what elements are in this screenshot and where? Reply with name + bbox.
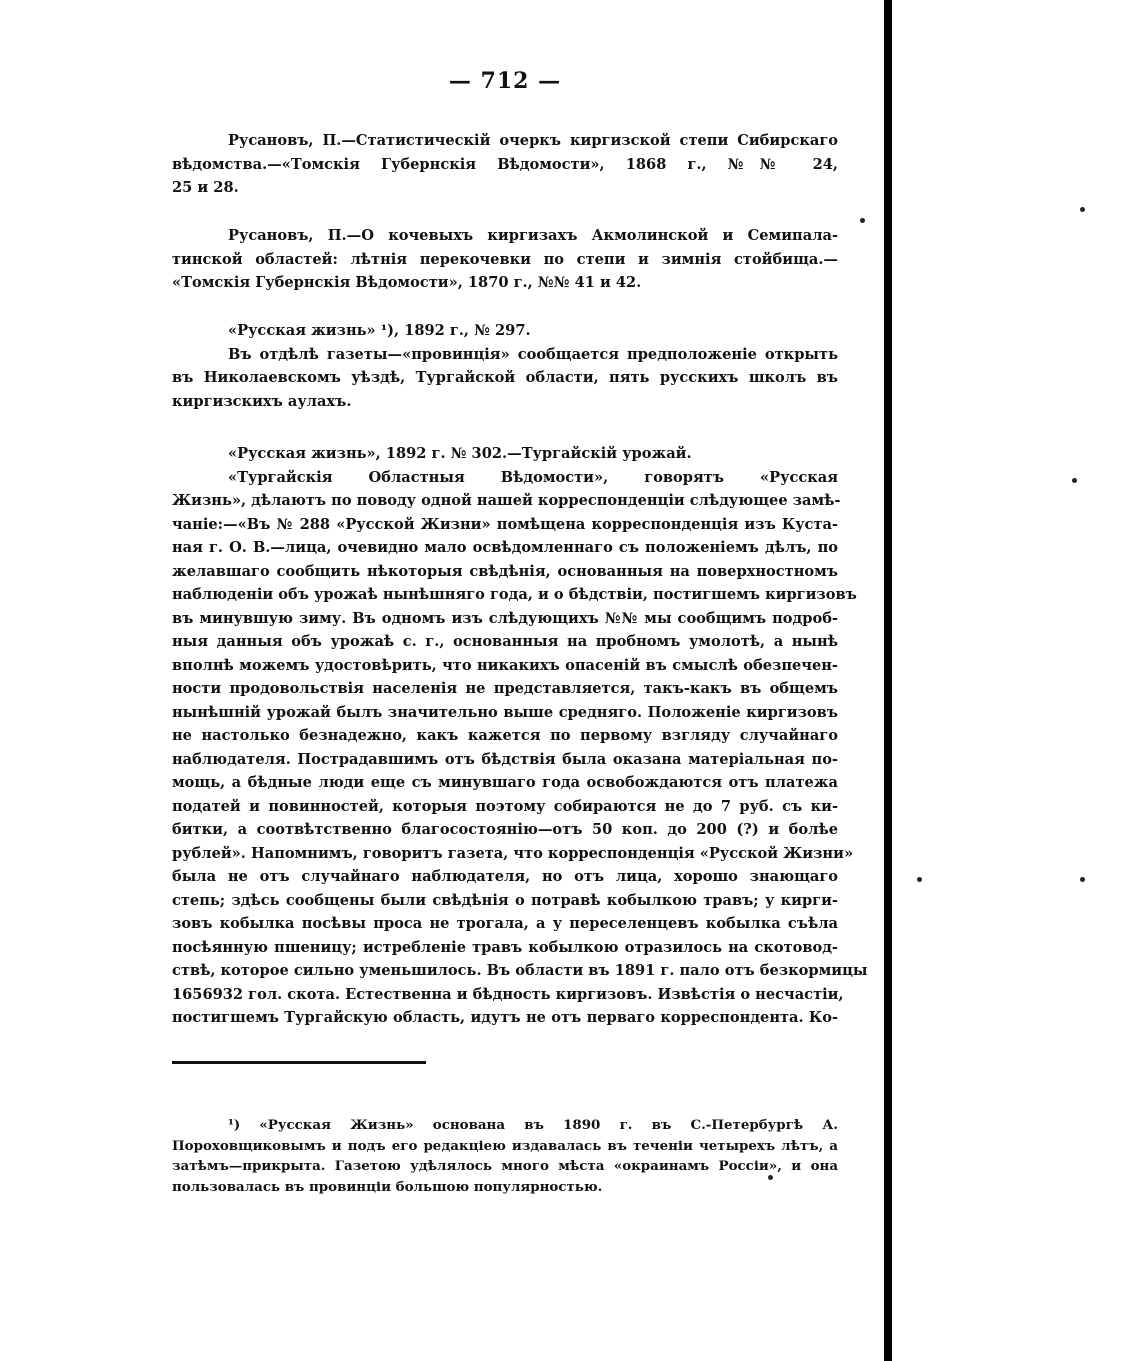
bibliography-entry-4: [172, 442, 868, 1030]
entry-line: тинской областей: лѣтнія перекочевки по степи и зимнія стойбища.—: [172, 250, 838, 268]
scan-speck: [1080, 207, 1085, 212]
footnote-rule: [172, 1061, 426, 1064]
bibliography-entry-3: [172, 319, 838, 413]
page-edge-rule: [884, 0, 892, 1361]
scan-speck: [1072, 478, 1077, 483]
bibliography-entry-1: [172, 129, 838, 200]
entry-line: мощь, а бѣдные люди еще съ минувшаго года освобождаются отъ платежа: [172, 774, 838, 791]
entry-line: «Томскія Губернскія Вѣдомости», 1870 г., №№ 41 и 42.: [172, 274, 642, 291]
entry-line: наблюденіи объ урожаѣ нынѣшняго года, и о бѣдствіи, постигшемъ киргизовъ: [172, 586, 857, 603]
entry-line: вѣдомства.—«Томскія Губернскія Вѣдомости», 1868 г., №№ 24,: [172, 155, 838, 173]
entry-line: киргизскихъ аулахъ.: [172, 392, 352, 410]
entry-line: вполнѣ можемъ удостовѣрить, что никакихъ опасеній въ смыслѣ обезпечен-: [172, 656, 838, 674]
scan-speck: [917, 877, 922, 882]
scan-speck: [1080, 877, 1085, 882]
entry-line: зовъ кобылка посѣвы проса не трогала, а у переселенцевъ кобылка съѣла: [172, 915, 838, 932]
entry-line: битки, а соотвѣтственно благосостоянію—отъ 50 коп. до 200 (?) и болѣе: [172, 821, 838, 838]
entry-line: въ Николаевскомъ уѣздѣ, Тургайской области, пять русскихъ школъ въ: [172, 369, 838, 386]
entry-line: ности продовольствія населенія не представляется, такъ-какъ въ общемъ: [172, 680, 838, 697]
entry-line: рублей». Напомнимъ, говоритъ газета, что корреспонденція «Русской Жизни»: [172, 844, 854, 862]
scan-speck: [860, 218, 865, 223]
entry-line: не настолько безнадежно, какъ кажется по первому взгляду случайнаго: [172, 727, 838, 744]
entry-line: ныя данныя объ урожаѣ с. г., основанныя на пробномъ умолотѣ, а нынѣ: [172, 633, 838, 650]
entry-line: постигшемъ Тургайскую область, идутъ не отъ перваго корреспондента. Ко-: [172, 1009, 838, 1026]
entry-line: податей и повинностей, которыя поэтому собираются не до 7 руб. съ ки-: [172, 797, 838, 815]
entry-line: Въ отдѣлѣ газеты—«провинція» сообщается предположеніе открыть: [228, 345, 838, 363]
entry-line: «Тургайскія Областныя Вѣдомости», говорятъ «Русская: [228, 468, 838, 486]
entry-title: «Русская жизнь», 1892 г. № 302.—Тургайскій урожай.: [228, 445, 692, 462]
entry-line: посѣянную пшеницу; истребленіе травъ кобылкою отразилось на скотовод-: [172, 938, 838, 956]
entry-line: Русановъ, П.—О кочевыхъ киргизахъ Акмолинской и Семипала-: [228, 227, 838, 244]
entry-title: «Русская жизнь» ¹), 1892 г., № 297.: [228, 322, 531, 339]
entry-line: желавшаго сообщить нѣкоторыя свѣдѣнія, основанныя на поверхностномъ: [172, 562, 838, 580]
entry-line: Русановъ, П.—Статистическій очеркъ киргизской степи Сибирскаго: [228, 132, 838, 149]
footnote: [172, 1102, 838, 1211]
footnote-text: ¹) «Русская Жизнь» основана въ 1890 г. въ С.-Петербургѣ А. Пороховщиковымъ и подъ его редакціею издавалась въ теченіи четырехъ лѣтъ, а затѣмъ—прикрыта. Газетою удѣлялось много мѣста «окраинамъ Россіи», и она пользовалась въ провинціи большою популярностью.: [172, 1117, 838, 1195]
entry-line: 25 и 28.: [172, 179, 239, 196]
entry-line: степь; здѣсь сообщены были свѣдѣнія о потравѣ кобылкою травъ; у кирги-: [172, 891, 838, 909]
entry-line: 1656932 гол. скота. Естественна и бѣдность киргизовъ. Извѣстія о несчастіи,: [172, 985, 844, 1003]
scan-speck: [768, 1175, 773, 1180]
entry-line: въ минувшую зиму. Въ одномъ изъ слѣдующихъ №№ мы сообщимъ подроб-: [172, 609, 838, 627]
page-number: — 712 —: [448, 68, 562, 94]
entry-line: была не отъ случайнаго наблюдателя, но отъ лица, хорошо знающаго: [172, 868, 838, 885]
entry-line: ная г. О. В.—лица, очевидно мало освѣдомленнаго съ положеніемъ дѣлъ, по: [172, 539, 838, 556]
entry-line: Жизнь», дѣлаютъ по поводу одной нашей корреспонденціи слѣдующее замѣ-: [172, 492, 841, 509]
entry-line: нынѣшній урожай былъ значительно выше средняго. Положеніе киргизовъ: [172, 703, 838, 721]
entry-body: [172, 466, 868, 1030]
entry-line: ствѣ, которое сильно уменьшилось. Въ области въ 1891 г. пало отъ безкормицы: [172, 962, 868, 979]
entry-line: чаніе:—«Въ № 288 «Русской Жизни» помѣщена корреспонденція изъ Куста-: [172, 515, 838, 533]
entry-line: наблюдателя. Пострадавшимъ отъ бѣдствія была оказана матеріальная по-: [172, 750, 838, 768]
bibliography-entry-2: [172, 224, 838, 295]
